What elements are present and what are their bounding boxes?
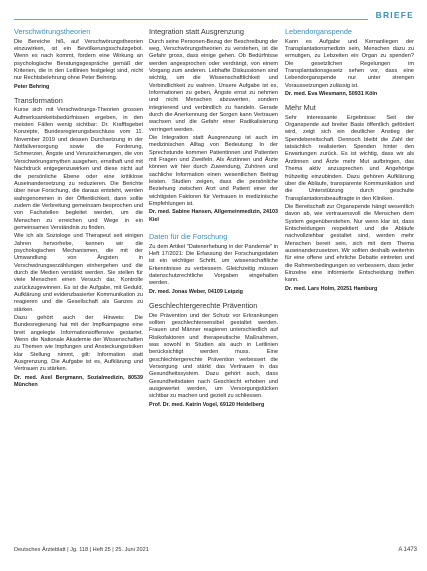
letter-heading: Transformation bbox=[14, 95, 63, 105]
column-2 bbox=[149, 28, 278, 410]
letter-body: Wie ich als Soziologe und Therapeut seit einigen Jahren hervorhebe, kennen wir die psychologischen Mechanismen, die mit der Umwandlung von Ängsten in Verschwörungserzählungen einhergehen und die durch die Medien verstärkt werden. Sie stellen für viele Menschen einen Versuch dar, Kontrolle zurückzugewinnen. Es ist die Aufgabe, mit Geduld, Aufklärung und evidenzbasierter Kommunikation zu reagieren und die Gesellschaft als Ganzes zu stärken. bbox=[14, 233, 143, 313]
footer-source: Deutsches Ärzteblatt | Jg. 118 | Heft 25 | 25. Juni 2021 bbox=[14, 547, 149, 553]
letter-body: Die Prävention und der Schutz vor Erkrankungen sollten geschlechtersensibel gestaltet werden. Frauen und Männer reagieren unterschiedlich auf Risikofaktoren und therapeutische Maßnahmen, was sowohl in Studien als auch in Leitlinien berücksichtigt werden muss. Eine geschlechtergerechte Prävention verbessert die Versorgung und stärkt das Vertrauen in das Gesundheitssystem. Dazu gehört auch, dass Gesundheitsdaten nach Geschlecht erhoben und ausgewertet werden, um Versorgungslücken sichtbar zu machen und gezielt zu schliessen. bbox=[149, 312, 278, 400]
letter-body: Kurse sich mit Verschwörungs-Theorien grossen Aufmerksamkeitsbedürfnissen ergeben, in den meisten Fällen wenig sichtbar: Dr. Krafftsgebet Konzepte, Bundesregierungsbeschluss vom 11. November 2019 und dessen Durchsetzung in der Notfallversorgung sowie die Forderung, Schmerzen, Ängste und Verunsicherungen, die von Verschwörungsmythen ausgehen, ernsthaft und mit Nachdruck entgegenzuwirken und diese nicht auf die persönliche Ebene oder eine kritiklose Auseinandersetzung zu reduzieren. Die Berichte über neue Forschung, die daraus entsteht, werden wahrgenommen in der Öffentlichkeit, dann sollte zudem die Verbreitung gemeinsam besprochen und von Fachstellen begleitet werden, um die Menschen zu erreichen und Wege in ein gemeinsames Verständnis zu finden. bbox=[14, 107, 143, 231]
page-number: A 1473 bbox=[398, 547, 417, 553]
letter-signature: Dr. med. Lars Holm, 20251 Hamburg bbox=[285, 285, 378, 292]
page-footer bbox=[14, 547, 417, 557]
letter-signature: Dr. med. Eva Wiesmann, 50931 Köln bbox=[285, 90, 378, 97]
letter-signature: Dr. med. Axel Bergmann, Sozialmedizin, 80539 München bbox=[14, 374, 143, 389]
letter-signature: Prof. Dr. med. Katrin Vogel, 69120 Heidelberg bbox=[149, 401, 265, 408]
section-header bbox=[14, 10, 416, 21]
letter-signature: Peter Behring bbox=[14, 83, 50, 90]
letter-body: Die Bereiche hiß, auf Verschwörungstheorien einzuwirken, ist ein Bevölkerungsschutzgebot. Wenn es nach kommt, fordern eine Wirkung an psychologische Beratungsgespräche gemäß der Kriterien, die in den Leitlinien festgelegt sind, nicht nur Rechtsbelehrung ohne Peter Behring. bbox=[14, 38, 143, 82]
letter-heading: Daten für die Forschung bbox=[149, 232, 228, 242]
column-1 bbox=[14, 28, 143, 390]
letter-heading: Mehr Mut bbox=[285, 103, 316, 113]
letter-body: Die Integration statt Ausgrenzung ist auch im medizinischen Alltag von Bedeutung: In der Sprechstunde kommen Patientinnen und Patienten mit Fragen und Zweifeln. Als Ärztinnen und Ärzte können wir hier durch Zuwendung, Zuhören und sachliche Information einen wesentlichen Beitrag leisten. Studien zeigen, dass die persönliche Beziehung zwischen Arzt und Patient einer der wichtigsten Faktoren für Vertrauen in medizinische Empfehlungen ist. bbox=[149, 134, 278, 208]
letter-body: Sehr interessante Ergebnisse: Seit der Organspende auf breiter Basis öffentlich gefördert wird, zeigt sich ein deutlicher Anstieg der Spendebereitschaft. Dennoch bleibt die Zahl der tatsächlich realisierten Spenden hinter den Erwartungen zurück. Es ist wichtig, dass wir als Ärztinnen und Ärzte mehr Mut aufbringen, das Thema aktiv anzusprechen und Angehörige frühzeitig einzubinden. Dazu gehören Aufklärung über die Abläufe, transparente Kommunikation und die Unterstützung durch geschulte Transplantationsbeauftragte in den Kliniken. bbox=[285, 114, 414, 202]
letter-signature: Dr. med. Sabine Hansen, Allgemeinmedizin, 24103 Kiel bbox=[149, 209, 278, 223]
letter-heading: Lebendorganspende bbox=[285, 28, 352, 36]
letter-body: Durch seine Personen-Bezug der Beschreibung der weg, Verschwörungstheorien zu verstehen, ist die Gefahr gross, dass einige gehen. Ob Bedürfnisse werden angesprochen oder verdrängt, von einem Vorgang zum anderen. Lebhafte Diskussionen sind wichtig, um die Wissenschaftlichkeit und Verbindlichkeit zu wahren. Unsere Aufgabe ist es, Informationen zu geben, Ängste ernst zu nehmen und nicht Menschen abzuwerten, sondern integrierend und verbindlich zu handeln. Gerade durch die Anerkennung der Sorgen kann Vertrauen wachsen und die Gefahr einer Radikalisierung verringert werden. bbox=[149, 38, 278, 133]
column-3 bbox=[285, 28, 414, 294]
letter-body: Die Bereitschaft zur Organspende hängt wesentlich davon ab, wie vertrauensvoll die Menschen dem System gegenüberstehen. Nur wenn klar ist, dass Entscheidungen respektiert und die Abläufe nachvollziehbar gestaltet sind, werden mehr Menschen bereit sein, sich mit dem Thema auseinanderzusetzen. Wir sollten deshalb weiterhin für eine offene und ehrliche Debatte eintreten und die Rahmenbedingungen so verbessern, dass jeder Einzelne eine informierte Entscheidung treffen kann. bbox=[285, 203, 414, 284]
letter-heading: Verschwörungstheorien bbox=[14, 28, 91, 36]
letter-signature: Dr. med. Jonas Weber, 04109 Leipzig bbox=[149, 288, 243, 295]
letter-heading: Integration statt Ausgrenzung bbox=[149, 28, 244, 36]
letter-body: Zu dem Artikel "Datenerhebung in der Pandemie" in Heft 17/2021: Die Erfassung der Forschungsdaten ist ein wichtiger Schritt, um wissenschaftliche Erkenntnisse zu verbessern. Gleichzeitig müssen datenschutzrechtliche Vorgaben eingehalten werden. bbox=[149, 243, 278, 287]
section-label: BRIEFE bbox=[370, 10, 416, 21]
header-rule bbox=[14, 19, 368, 20]
letter-heading: Geschlechtergerechte Prävention bbox=[149, 301, 258, 310]
letter-body: Dazu gehört auch der Hinweis: Die Bundesregierung hat mit der Impfkampagne eine breit angelegte Informationsoffensive gestartet. Wenn die Nationale Akademie der Wissenschaften zu Themen wie Impfungen und Ansteckungsrisiken klar Stellung nimmt, gilt: Information statt Ausgrenzung. Die Aufgabe ist es, Aufklärung und Vertrauen zu stärken. bbox=[14, 315, 143, 373]
letter-body: Kann es Aufgabe und Kernanliegen der Transplantationsmedizin sein, Menschen dazu zu ermutigen, zu Lebzeiten ein Organ zu spenden? Die gesetzlichen Regelungen im Transplantationsgesetz sehen vor, dass eine Lebendorganspende nur unter strengen Voraussetzungen zulässig ist. bbox=[285, 38, 414, 89]
